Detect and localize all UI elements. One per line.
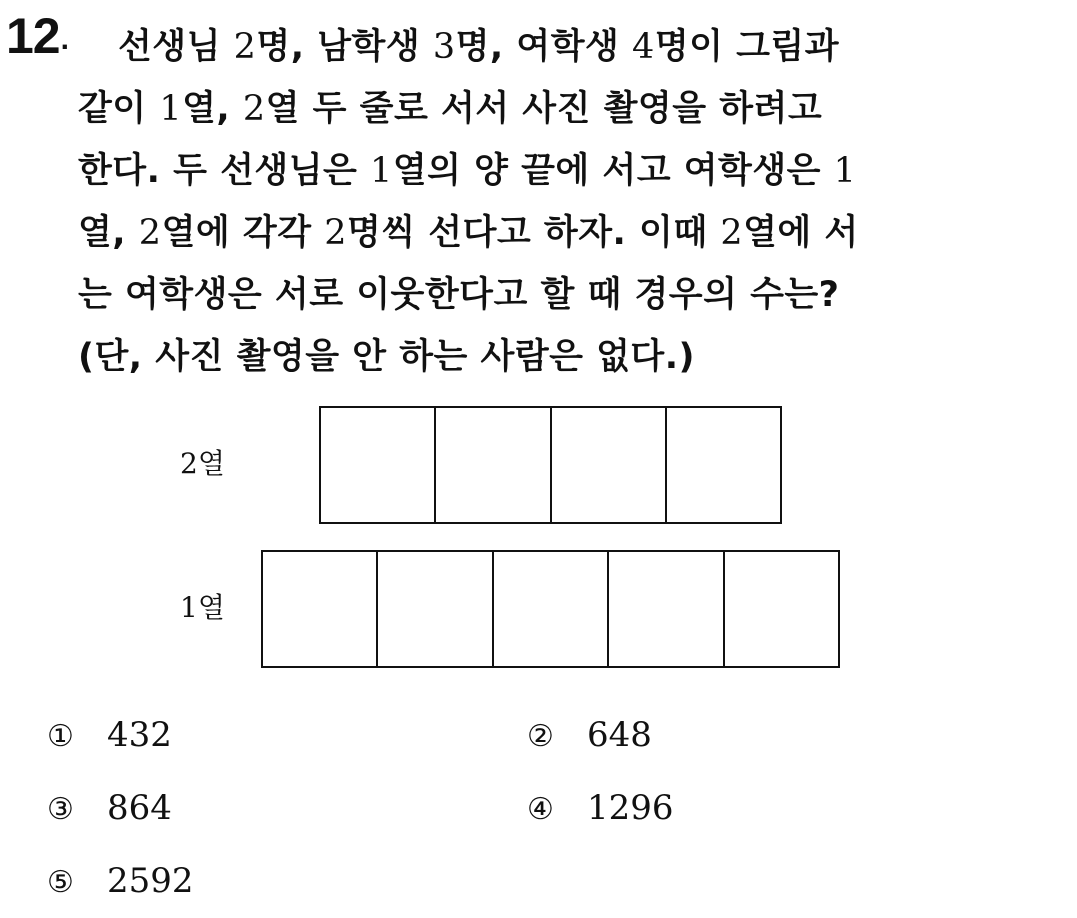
question-number-run: 4 <box>632 27 655 67</box>
question-number-run: 2 <box>233 27 257 67</box>
question-text-run: 열 두 줄로 서서 사진 촬영을 하려고 <box>265 89 823 129</box>
choice-1-mark: ① <box>47 719 74 754</box>
question-text-run: 열에 서 <box>743 213 859 253</box>
question-number-run: 2 <box>242 89 266 129</box>
choice-1[interactable] <box>47 713 172 759</box>
row-2-label <box>180 446 225 482</box>
choice-4[interactable] <box>527 786 674 832</box>
choice-4-mark: ④ <box>527 792 554 827</box>
seat-box <box>263 552 378 666</box>
choice-1-value: 432 <box>107 715 172 755</box>
question-number-run: 1 <box>159 89 183 129</box>
choice-2-mark: ② <box>527 719 554 754</box>
question-text-run: (단, 사진 촬영을 안 하는 사람은 없다.) <box>78 337 696 377</box>
choice-5-value: 2592 <box>107 861 194 901</box>
seat-box <box>494 552 609 666</box>
question-number-run: 2 <box>324 213 347 253</box>
seat-box <box>321 408 436 522</box>
question-number-run: 1 <box>833 151 857 191</box>
question-text-run: 열, <box>182 89 243 129</box>
seat-box <box>667 408 780 522</box>
row-1-label-text: 열 <box>197 591 225 624</box>
row-2-label-number: 2 <box>180 447 198 480</box>
question-text-run: 명씩 선다고 하자. 이때 <box>346 213 721 253</box>
choice-3-mark: ③ <box>47 792 74 827</box>
choice-2[interactable] <box>527 713 652 759</box>
choice-4-value: 1296 <box>587 788 674 828</box>
seat-box <box>436 408 551 522</box>
row-1-seats <box>261 550 840 668</box>
seat-box <box>378 552 493 666</box>
row-1-label <box>180 590 225 626</box>
question-number-run: 2 <box>138 213 162 253</box>
choice-5[interactable] <box>47 859 194 905</box>
choice-2-value: 648 <box>587 715 652 755</box>
question-number-dot: . <box>60 23 68 56</box>
question-text-run: 는 여학생은 서로 이웃한다고 할 때 경우의 수는? <box>78 275 840 315</box>
seat-box <box>725 552 838 666</box>
question-text-run: 열의 양 끝에 서고 여학생은 <box>392 151 834 191</box>
choice-3[interactable] <box>47 786 172 832</box>
question-number-run: 3 <box>432 27 456 67</box>
row-2-seats <box>319 406 782 524</box>
question-text-run: 같이 <box>78 89 160 129</box>
question-text-run: 선생님 <box>118 27 234 67</box>
question-text-run: 한다. 두 선생님은 <box>78 151 371 191</box>
question-text-run: 명, 여학생 <box>455 27 633 67</box>
question-text-run: 명, 남학생 <box>256 27 433 67</box>
question-number-run: 2 <box>720 213 744 253</box>
row-1-label-number: 1 <box>180 591 198 624</box>
question-number-value: 12 <box>6 8 60 64</box>
question-text-run: 명이 그림과 <box>654 27 840 67</box>
question-text-run: 열에 각각 <box>161 213 325 253</box>
choice-3-value: 864 <box>107 788 172 828</box>
choice-5-mark: ⑤ <box>47 865 74 900</box>
row-2-label-text: 열 <box>197 447 225 480</box>
question-number-run: 1 <box>370 151 393 191</box>
seat-box <box>552 408 667 522</box>
question-text-run: 열, <box>78 213 139 253</box>
seat-box <box>609 552 724 666</box>
